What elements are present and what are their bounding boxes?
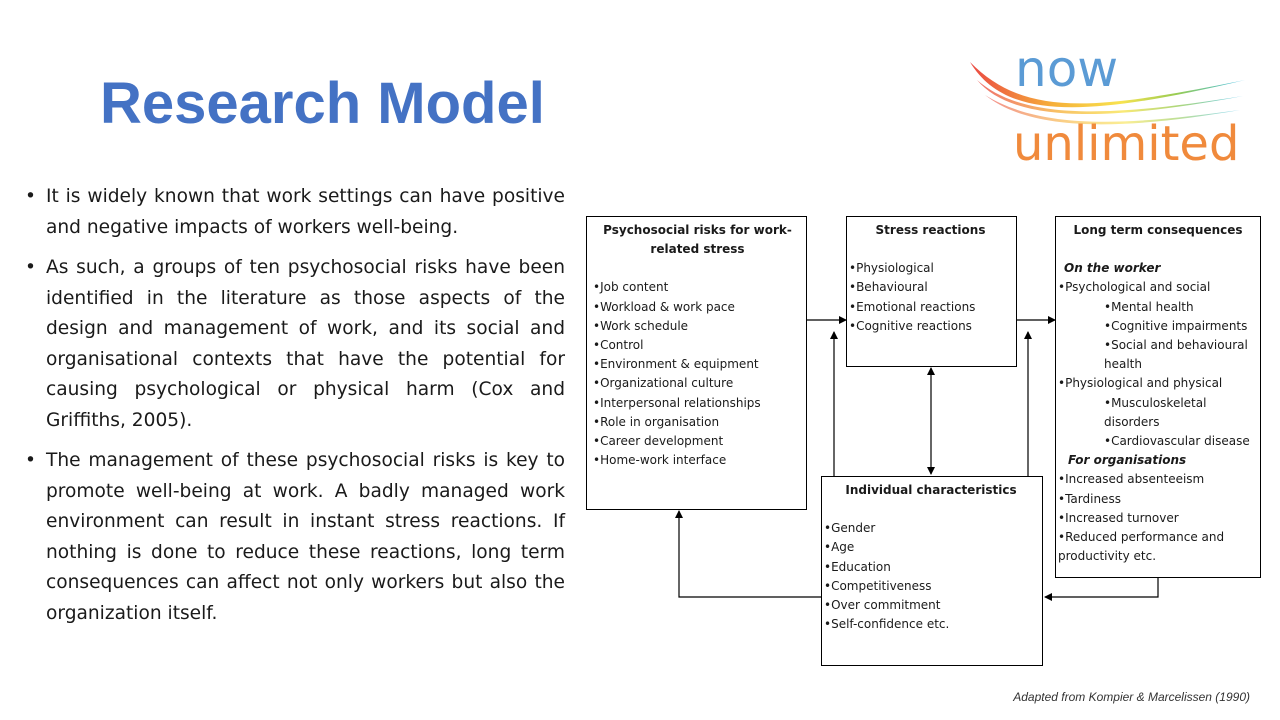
risks-list: [593, 278, 802, 470]
list-item: • Environment & equipment: [593, 355, 802, 374]
risks-box: [586, 216, 807, 510]
list-item: • Increased turnover: [1058, 509, 1258, 528]
list-item: • Competitiveness: [824, 577, 1038, 596]
logo-unlimited-text: unlimited: [1013, 116, 1240, 170]
list-item: • Psychological and social: [1058, 278, 1258, 297]
bullet-item: • As such, a groups of ten psychosocial risks have been identified in the literature as those aspects of the design and management of work, and its social and organisational contexts that have the potential for causing psychological or physical harm (Cox and Griffiths, 2005).: [22, 253, 565, 436]
risks-heading: Psychosocial risks for work-related stress: [603, 223, 792, 257]
list-item: • Workload & work pace: [593, 298, 802, 317]
arrow-feedback-to-individual: [1045, 578, 1158, 597]
stress-heading: Stress reactions: [875, 223, 986, 237]
worker-consequences-list: [1058, 278, 1258, 451]
list-item: • Education: [824, 558, 1038, 577]
bullet-list: [22, 182, 565, 639]
list-item: • Increased absenteeism: [1058, 470, 1258, 489]
stress-box: [846, 216, 1017, 367]
consequences-box: [1055, 216, 1261, 578]
stress-list: [849, 259, 1012, 336]
slide-title: Research Model: [100, 71, 545, 136]
now-unlimited-logo: [965, 40, 1250, 170]
list-subitem: • Mental health: [1058, 298, 1258, 317]
list-subitem: • Social and behavioural health: [1058, 336, 1258, 374]
org-consequences-list: [1058, 470, 1258, 566]
list-subitem: • Cognitive impairments: [1058, 317, 1258, 336]
individual-list: [824, 519, 1038, 634]
list-item: • Tardiness: [1058, 490, 1258, 509]
list-item: • Gender: [824, 519, 1038, 538]
consequences-heading: Long term consequences: [1073, 223, 1243, 237]
list-item: • Organizational culture: [593, 374, 802, 393]
list-item: • Home-work interface: [593, 451, 802, 470]
logo-now-text: now: [1015, 40, 1119, 98]
list-item: • Reduced performance and productivity etc.: [1058, 528, 1258, 566]
individual-heading: Individual characteristics: [845, 483, 1017, 497]
list-subitem: • Cardiovascular disease: [1058, 432, 1258, 451]
list-item: • Work schedule: [593, 317, 802, 336]
bullet-item: • The management of these psychosocial risks is key to promote well-being at work. A badly managed work environment can result in instant stress reactions. If nothing is done to reduce these reactions, long term consequences can affect not only workers but also the organization itself.: [22, 446, 565, 629]
list-item: • Role in organisation: [593, 413, 802, 432]
list-item: • Behavioural: [849, 278, 1012, 297]
list-subitem: • Musculoskeletal disorders: [1058, 394, 1258, 432]
worker-section-label: On the worker: [1064, 261, 1161, 276]
individual-box: [821, 476, 1043, 666]
source-credit: Adapted from Kompier & Marcelissen (1990): [1013, 690, 1250, 704]
list-item: • Physiological: [849, 259, 1012, 278]
list-item: • Control: [593, 336, 802, 355]
list-item: • Job content: [593, 278, 802, 297]
list-item: • Physiological and physical: [1058, 374, 1258, 393]
list-item: • Over commitment: [824, 596, 1038, 615]
list-item: • Age: [824, 538, 1038, 557]
bullet-item: • It is widely known that work settings can have positive and negative impacts of workers well-being.: [22, 182, 565, 243]
list-item: • Cognitive reactions: [849, 317, 1012, 336]
list-item: • Self-confidence etc.: [824, 615, 1038, 634]
list-item: • Career development: [593, 432, 802, 451]
org-section-label: For organisations: [1068, 453, 1187, 468]
arrow-feedback-to-risks: [679, 511, 821, 597]
list-item: • Interpersonal relationships: [593, 394, 802, 413]
list-item: • Emotional reactions: [849, 298, 1012, 317]
